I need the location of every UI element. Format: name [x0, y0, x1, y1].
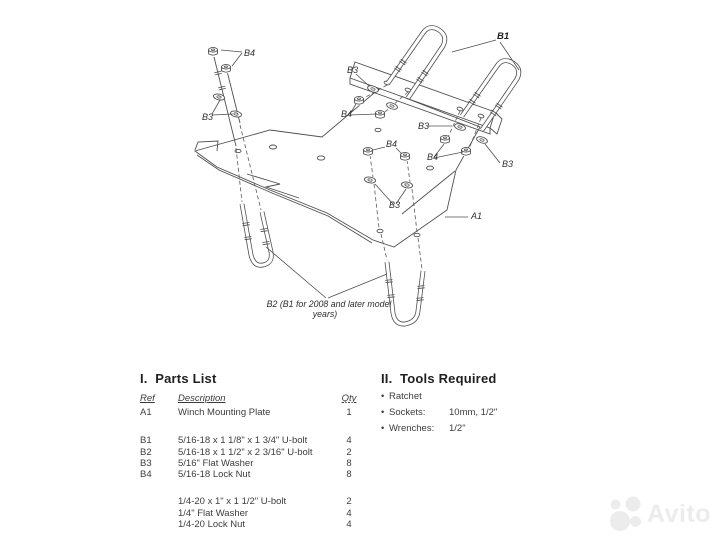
parts-table-body	[140, 407, 372, 530]
bullet-icon: •	[381, 391, 385, 402]
table-group-gap	[140, 480, 372, 496]
cell-ref: B3	[140, 457, 152, 469]
cell-description: 1/4-20 x 1" x 1 1/2" U-bolt	[178, 496, 287, 508]
cell-description: 5/16-18 Lock Nut	[178, 469, 251, 481]
cell-qty: 4	[346, 507, 352, 519]
avito-watermark-text: Avito	[647, 500, 712, 528]
cell-qty: 2	[346, 496, 352, 508]
u-bolt-b2-left	[242, 204, 271, 265]
bullet-icon: •	[381, 423, 385, 434]
label-b1: B1	[497, 31, 510, 42]
bullet-icon: •	[381, 407, 385, 418]
parts-table-row	[140, 508, 372, 519]
cell-description: 5/16-18 x 1 1/2" x 2 3/16" U-bolt	[178, 446, 313, 458]
avito-logo-icon	[608, 496, 644, 532]
parts-table-row	[140, 447, 372, 458]
label-b2-note-line1: B2 (B1 for 2008 and later model	[266, 299, 392, 309]
cell-qty: 4	[346, 435, 352, 447]
cell-ref: A1	[140, 407, 152, 418]
cell-qty: 2	[346, 446, 352, 458]
label-b4-bracket-left: B4	[341, 109, 353, 119]
label-b4-top-left: B4	[244, 48, 256, 58]
parts-table-row	[140, 458, 372, 469]
cell-ref: B4	[140, 469, 152, 481]
tools-list	[381, 391, 591, 434]
tool-label: Sockets:	[389, 407, 426, 418]
parts-list-heading: I. Parts List	[140, 371, 217, 386]
label-b2-note-line2: years)	[312, 309, 338, 319]
cell-description: 1/4" Flat Washer	[178, 507, 249, 519]
column-header-description: Description	[178, 393, 226, 404]
tool-item	[381, 423, 591, 434]
tool-item	[381, 391, 591, 402]
cell-ref	[140, 519, 178, 530]
parts-table-row	[140, 469, 372, 480]
u-bolt-b2-center	[385, 262, 424, 324]
cell-description: 5/16-18 x 1 1/8" x 1 3/4" U-bolt	[178, 435, 308, 447]
column-header-ref: Ref	[140, 393, 155, 404]
cell-ref: B1	[140, 435, 152, 447]
label-b3-bracket-left: B3	[347, 65, 359, 75]
cell-ref	[140, 496, 178, 507]
tool-label: Wrenches:	[389, 423, 435, 434]
label-b3-left: B3	[202, 112, 214, 122]
table-group-gap	[140, 418, 372, 435]
cell-description: 5/16" Flat Washer	[178, 457, 254, 469]
parts-table-row	[140, 519, 372, 530]
cell-qty: 8	[346, 469, 352, 481]
label-b4-bracket-bottom: B4	[427, 152, 439, 162]
cell-qty: 8	[346, 457, 352, 469]
exploded-assembly-diagram	[140, 0, 580, 360]
cell-description: Winch Mounting Plate	[178, 407, 271, 418]
tools-required-heading: II. Tools Required	[381, 371, 497, 386]
parts-table-header	[140, 393, 372, 404]
parts-table-row	[140, 496, 372, 507]
cell-ref	[140, 508, 178, 519]
parts-list-section	[140, 371, 372, 530]
label-b3-bracket-right: B3	[502, 159, 514, 169]
cell-qty: 4	[346, 519, 352, 531]
cell-description: 1/4-20 Lock Nut	[178, 519, 246, 531]
cell-ref: B2	[140, 446, 152, 458]
tools-required-section	[381, 371, 591, 434]
tool-item	[381, 407, 591, 418]
tool-label: Ratchet	[389, 391, 422, 402]
label-a1: A1	[471, 211, 483, 221]
front-u-bolt-axes	[214, 57, 261, 210]
parts-table-row	[140, 435, 372, 446]
tool-value: 1/2"	[449, 423, 466, 434]
label-b4-center: B4	[386, 139, 398, 149]
avito-watermark	[608, 496, 711, 532]
label-b3-bracket-mid: B3	[418, 121, 430, 131]
parts-table-row	[140, 407, 372, 418]
label-b3-center-bottom: B3	[389, 200, 401, 210]
column-header-qty: Qty	[341, 393, 357, 404]
tool-value: 10mm, 1/2"	[449, 407, 498, 418]
cell-qty: 1	[346, 407, 352, 418]
